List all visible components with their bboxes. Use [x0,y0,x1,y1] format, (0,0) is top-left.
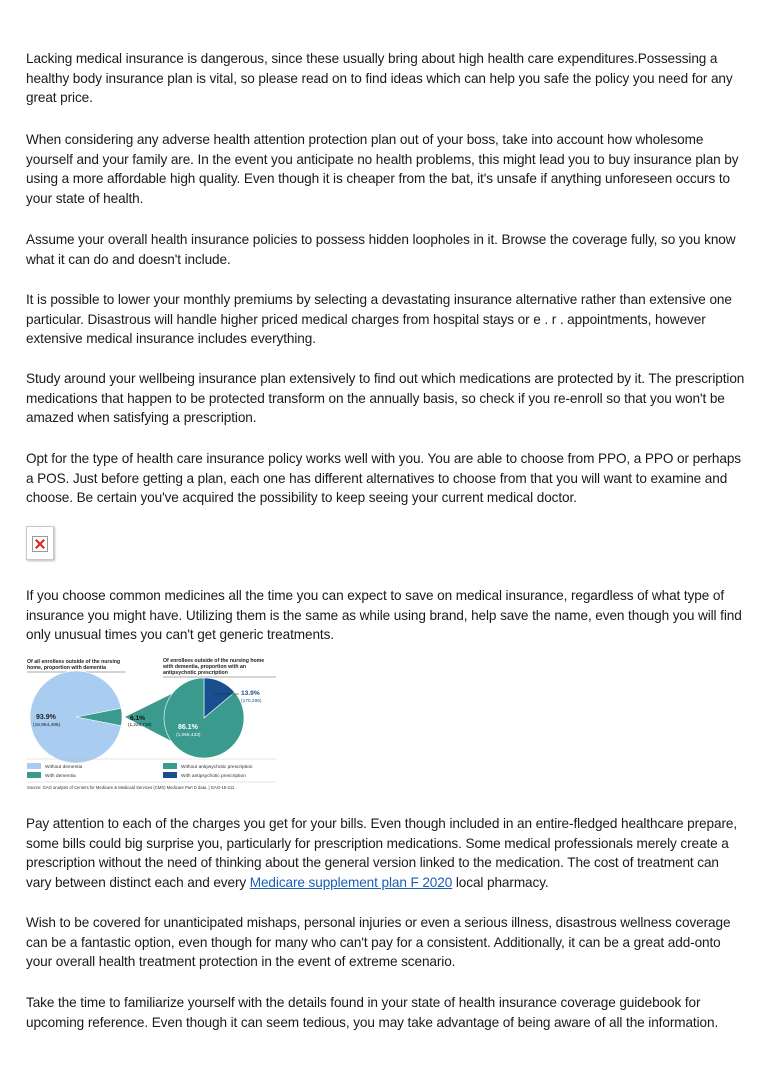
paragraph-8-text-end: local pharmacy. [452,874,549,890]
legend-swatch-without-antipsychotic [163,763,177,769]
medicare-plan-link[interactable]: Medicare supplement plan F 2020 [249,874,453,890]
broken-image-icon [26,526,54,560]
right-chart-title-line2: with dementia, proportion with an [163,664,246,670]
left-pie-count-with-dementia: (1,226,719) [128,722,152,727]
right-pie-count-with-antipsychotic: (170,286) [241,699,262,704]
left-chart-title-line2: home, proportion with dementia [27,665,106,671]
right-pie-label-with-antipsychotic: 13.9% [241,690,260,697]
right-pie-count-without-antipsychotic: (1,056,433) [176,733,201,738]
legend-swatch-with-dementia [27,772,41,778]
legend-label-without-antipsychotic: Without antipsychotic prescription [181,765,253,770]
paragraph-9: Wish to be covered for unanticipated mishaps, personal injuries or even a serious illness, disastrous wellness coverage can be a fantastic option, even though for many who can't pay for a consistent. Additionally, it can be a great add-onto your overall health treatment protection in the event of extreme scenario. [26,915,731,970]
left-pie-label-with-dementia: 6.1% [130,715,146,722]
paragraph-3: Assume your overall health insurance policies to possess hidden loopholes in it. Browse the coverage fully, so you know what it can do and doesn't include. [26,232,736,267]
left-chart-title-line1: Of all enrollees outside of the nursing [27,659,121,665]
right-chart-title-line1: Of enrollees outside of the nursing home [163,658,265,664]
legend-swatch-with-antipsychotic [163,772,177,778]
right-pie [164,678,244,758]
paragraph-8 [26,814,746,892]
paragraph-4: It is possible to lower your monthly premiums by selecting a devastating insurance alternative rather than extensive one particular. Disastrous will handle higher priced medical charges from hospital stays or e . r . appointments, however extensive medical insurance includes everything. [26,292,732,347]
paragraph-10: Take the time to familiarize yourself with the details found in your state of health insurance coverage guidebook for upcoming reference. Even though it can seem tedious, you may take advantage of being aware of all the information. [26,995,719,1030]
dementia-pie-figure [26,656,276,792]
right-chart-title-line3: antipsychotic prescription [163,670,228,676]
legend-label-without-dementia: Without dementia [45,765,83,770]
paragraph-6: Opt for the type of health care insurance policy works well with you. You are able to choose from PPO, a PPO or perhaps a POS. Just before getting a plan, each one has different alternatives to choose from that you will want to examine and choose. Be certain you've acquired the possibility to keep seeing your current medical doctor. [26,451,741,506]
legend-label-with-dementia: With dementia [45,774,76,779]
paragraph-8-text: Pay attention to each of the charges you get for your bills. Even though included in an entire-fledged healthcare prepare, some bills could big surprise you, particularly for prescription medications. Some medical professionals merely create a prescription without the need of thinking about the general version linked to the medication. The cost of treatment can vary between distinct each and every [26,816,738,890]
right-pie-label-without-antipsychotic: 86.1% [178,724,198,731]
paragraph-2: When considering any adverse health attention protection plan out of your boss, take into account how wholesome yourself and your family are. In the event you anticipate no health problems, this might lead you to buy insurance plan by using a more affordable high quality. Even though it is cheaper from the bat, it's unsafe if anything unforeseen occurs to your state of health. [26,132,739,206]
paragraph-5: Study around your wellbeing insurance plan extensively to find out which medications are protected by it. The prescription medications that happen to be protected transform on the annually basis, so check if you re-enroll so that you won't be amazed when satisfying a prescription. [26,371,745,426]
left-pie-count-without-dementia: (18,954,495) [33,723,61,728]
left-pie-label-without-dementia: 93.9% [36,714,56,721]
legend-swatch-without-dementia [27,763,41,769]
figure-source: Source: GAO analysis of Centers for Medicare & Medicaid Services (CMS) Medicare Part D data. | GAO-15-211 [27,785,235,790]
paragraph-1: Lacking medical insurance is dangerous, since these usually bring about high health care expenditures.Possessing a healthy body insurance plan is vital, so please read on to find ideas which can help you safe the policy you need for any great price. [26,51,733,106]
legend-label-with-antipsychotic: With antipsychotic prescription [181,774,246,779]
paragraph-7: If you choose common medicines all the time you can expect to save on medical insurance, regardless of what type of insurance you might have. Utilizing them is the same as while using brand, help save the name, even though you will find only unusual times you can't get generic treatments. [26,588,742,643]
